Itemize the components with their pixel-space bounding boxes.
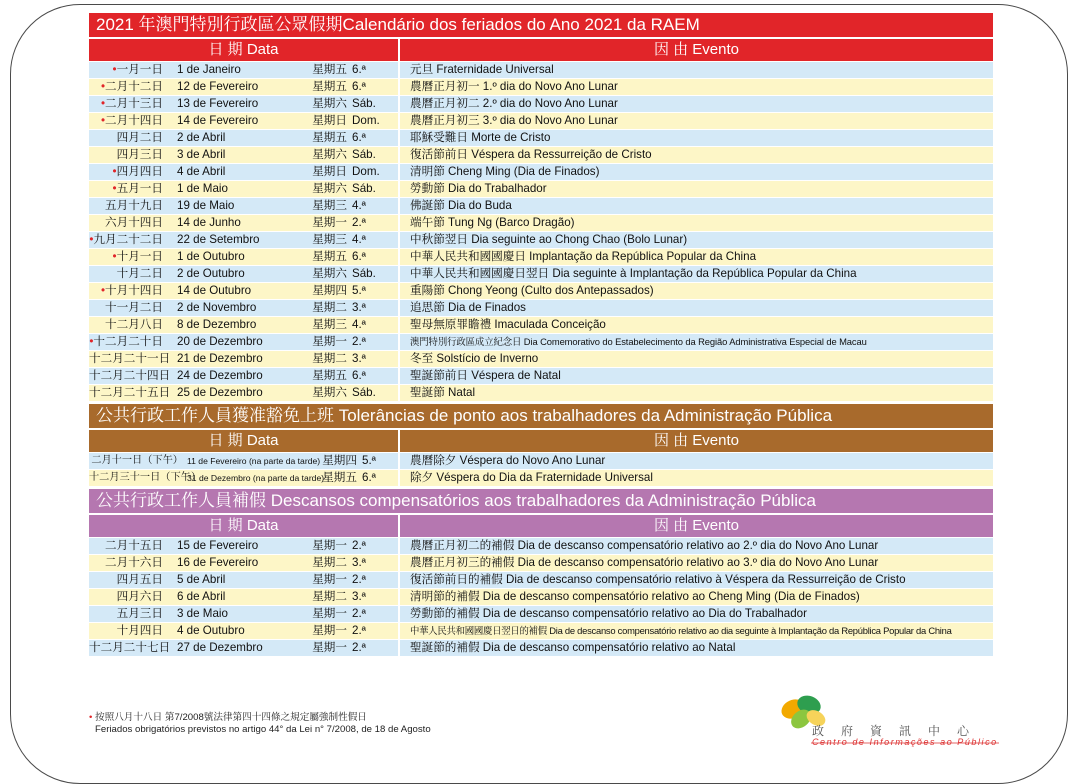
date-zh [89,640,177,656]
weekday-pt: 5.ª [352,284,366,297]
date-pt: 14 de Junho [177,216,241,229]
date-zh [89,181,177,197]
event-cell: 復活節前日的補假 Dia de descanso compensatório relativo à Véspera da Ressurreição de Cristo [398,572,993,588]
weekday [307,62,398,78]
compensatory-table [89,538,993,656]
table-row [89,181,993,197]
date-zh [89,453,187,469]
footnote-mark: • [89,712,93,723]
table-row [89,606,993,622]
date-pt: 19 de Maio [177,199,235,212]
tolerance-header [89,430,993,452]
date-column-header: 日 期 Data [208,41,279,58]
date-zh [89,96,177,112]
weekday-zh: 星期六 [312,182,347,195]
weekday-pt: 6.ª [352,250,366,263]
date-zh-text: 十二月二十七日 [89,641,171,654]
weekday [307,368,398,384]
weekday-zh: 星期五 [312,250,347,263]
table-row [89,147,993,163]
weekday-pt: 3.ª [352,556,366,569]
date-zh [89,351,177,367]
date-pt: 16 de Fevereiro [177,556,259,569]
tolerance-title: 公共行政工作人員獲准豁免上班 Tolerâncias de ponto aos trabalhadores da Administração Pública [89,404,993,428]
date-zh-text: 五月三日 [116,607,163,620]
event-cell: 聖誕節 Natal [398,385,993,401]
table-row [89,555,993,571]
weekday-pt: 6.ª [352,131,366,144]
weekday-zh: 星期二 [312,352,347,365]
date-zh [89,232,177,248]
date-zh [89,62,177,78]
table-row [89,538,993,554]
weekday-pt: 4.ª [352,233,366,246]
weekday-zh: 星期日 [312,165,347,178]
date-pt: 3 de Abril [177,148,226,161]
event-cell: 聖母無原罪瞻禮 Imaculada Conceição [398,317,993,333]
date-zh [89,317,177,333]
table-row [89,470,993,486]
date-zh-text: 二月十六日 [105,556,163,569]
event-column-header: 因 由 Evento [398,515,993,537]
weekday-pt: 4.ª [352,318,366,331]
weekday-pt: 6.ª [352,80,366,93]
weekday-zh: 星期二 [312,301,347,314]
event-cell: 復活節前日 Véspera da Ressurreição de Cristo [398,147,993,163]
table-row [89,334,993,350]
date-zh-text: 五月一日 [116,182,163,195]
weekday [307,147,398,163]
mandatory-mark: • [112,63,117,76]
weekday [307,96,398,112]
event-cell: 聖誕節的補假 Dia de descanso compensatório relativo ao Natal [398,640,993,656]
logo-text-pt: Centro de Informações ao Público [812,737,998,747]
table-row [89,113,993,129]
table-row [89,283,993,299]
date-pt: 20 de Dezembro [177,335,263,348]
weekday-zh: 星期一 [312,573,347,586]
weekday [307,215,398,231]
weekday-zh: 星期一 [312,624,347,637]
date-zh [89,113,177,129]
weekday-pt: Dom. [352,165,380,178]
event-cell: 清明節的補假 Dia de descanso compensatório relativo ao Cheng Ming (Dia de Finados) [398,589,993,605]
date-pt: 8 de Dezembro [177,318,257,331]
date-pt: 14 de Fevereiro [177,114,259,127]
event-cell: 除夕 Véspera do Dia da Fraternidade Universal [398,470,993,486]
date-zh [89,470,202,486]
tolerance-table [89,453,993,486]
compensatory-title: 公共行政工作人員補假 Descansos compensatórios aos trabalhadores da Administração Pública [89,489,993,513]
table-row [89,266,993,282]
date-zh [89,300,177,316]
weekday-pt: 3.ª [352,301,366,314]
event-column-header: 因 由 Evento [398,430,993,452]
weekday [307,351,398,367]
table-row [89,640,993,656]
weekday-zh: 星期一 [312,335,347,348]
date-pt: 1 de Maio [177,182,228,195]
date-pt: 2 de Novembro [177,301,257,314]
weekday-pt: 2.ª [352,573,366,586]
weekday-zh: 星期四 [322,454,357,467]
weekday [307,198,398,214]
table-row [89,368,993,384]
date-pt: 4 de Outubro [177,624,245,637]
date-column-header: 日 期 Data [208,517,279,534]
date-pt: 31 de Dezembro (na parte da tarde) [187,473,325,483]
date-zh [89,385,177,401]
table-row [89,130,993,146]
weekday-pt: Dom. [352,114,380,127]
weekday-zh: 星期三 [312,233,347,246]
table-row [89,623,993,639]
footnote [89,712,431,736]
weekday-zh: 星期五 [322,471,357,484]
weekday-zh: 星期六 [312,97,347,110]
weekday-zh: 星期五 [312,63,347,76]
weekday [307,130,398,146]
date-zh-text: 十二月二十五日 [89,386,171,399]
mandatory-mark: • [100,114,106,127]
date-pt: 22 de Setembro [177,233,260,246]
table-row [89,589,993,605]
holidays-header [89,39,993,61]
event-cell: 追思節 Dia de Finados [398,300,993,316]
date-pt: 6 de Abril [177,590,226,603]
table-row [89,62,993,78]
weekday [307,181,398,197]
weekday-zh: 星期五 [312,80,347,93]
weekday-pt: 6.ª [352,369,366,382]
date-zh [89,79,177,95]
weekday-zh: 星期一 [312,641,347,654]
weekday [307,385,398,401]
table-row [89,317,993,333]
date-pt: 14 de Outubro [177,284,252,297]
event-cell: 農曆正月初二 2.º dia do Novo Ano Lunar [398,96,993,112]
date-zh [89,283,177,299]
date-zh [89,572,177,588]
table-row [89,164,993,180]
date-zh [89,249,177,265]
date-pt: 15 de Fevereiro [177,539,259,552]
date-zh-text: 九月二十二日 [93,233,163,246]
weekday-zh: 星期一 [312,607,347,620]
date-pt: 24 de Dezembro [177,369,263,382]
date-column-header: 日 期 Data [208,432,279,449]
table-row [89,232,993,248]
date-pt: 11 de Fevereiro (na parte da tarde) [187,456,321,466]
event-cell: 端午節 Tung Ng (Barco Dragão) [398,215,993,231]
weekday [307,266,398,282]
weekday [307,300,398,316]
holidays-title: 2021 年澳門特別行政區公眾假期Calendário dos feriados do Ano 2021 da RAEM [89,13,993,37]
event-cell: 中華人民共和國國慶日 Implantação da República Popular da China [398,249,993,265]
event-cell: 冬至 Solstício de Inverno [398,351,993,367]
event-cell: 重陽節 Chong Yeong (Culto dos Antepassados) [398,283,993,299]
date-zh-text: 二月十三日 [105,97,163,110]
date-zh [89,538,177,554]
date-pt: 2 de Abril [177,131,226,144]
logo-text-zh: 政府資訊中心 [812,724,987,738]
weekday-pt: 5.ª [362,454,376,467]
date-zh-text: 十二月八日 [105,318,163,331]
weekday [307,589,398,605]
weekday [307,606,398,622]
weekday-zh: 星期三 [312,318,347,331]
event-cell: 中華人民共和國國慶日翌日 Dia seguinte à Implantação da República Popular da China [398,266,993,282]
date-pt: 27 de Dezembro [177,641,263,654]
date-zh [89,555,177,571]
date-zh-text: 四月六日 [116,590,163,603]
date-pt: 5 de Abril [177,573,226,586]
date-zh [89,130,177,146]
mandatory-mark: • [112,165,117,178]
event-cell: 中華人民共和國國慶日翌日的補假 Dia de descanso compensatório relativo ao dia seguinte à Implantação da República Popular da China [398,623,993,639]
weekday [307,623,398,639]
date-zh-text: 五月十九日 [105,199,163,212]
weekday-zh: 星期五 [312,131,347,144]
weekday-zh: 星期二 [312,590,347,603]
mandatory-mark: • [100,97,106,110]
date-zh-text: 十月十四日 [105,284,163,297]
compensatory-header [89,515,993,537]
weekday-zh: 星期六 [312,148,347,161]
date-zh-text: 十二月二十四日 [89,369,171,382]
holidays-table [89,62,993,401]
weekday-zh: 星期三 [312,199,347,212]
weekday-zh: 星期二 [312,556,347,569]
table-row [89,249,993,265]
weekday-pt: 2.ª [352,539,366,552]
weekday [317,453,398,469]
event-cell: 清明節 Cheng Ming (Dia de Finados) [398,164,993,180]
date-zh-text: 十二月三十一日（下午） [89,472,202,483]
date-zh [89,334,177,350]
weekday [307,317,398,333]
weekday-pt: 2.ª [352,641,366,654]
weekday-zh: 星期四 [312,284,347,297]
date-zh-text: 二月十二日 [105,80,163,93]
date-zh [89,266,177,282]
table-row [89,453,993,469]
date-pt: 21 de Dezembro [177,352,263,365]
date-zh-text: 四月五日 [116,573,163,586]
table-row [89,385,993,401]
mandatory-mark: • [112,250,117,263]
date-zh-text: 十一月二日 [105,301,163,314]
date-zh-text: 十月二日 [116,267,163,280]
weekday [307,113,398,129]
weekday-pt: 4.ª [352,199,366,212]
weekday-pt: Sáb. [352,97,376,110]
date-zh [89,623,177,639]
weekday-zh: 星期日 [312,114,347,127]
weekday-zh: 星期六 [312,386,347,399]
weekday-pt: 6.ª [362,471,376,484]
date-zh [89,147,177,163]
event-column-header: 因 由 Evento [398,39,993,61]
event-cell: 中秋節翌日 Dia seguinte ao Chong Chao (Bolo Lunar) [398,232,993,248]
date-zh-text: 四月三日 [116,148,163,161]
event-cell: 農曆正月初三的補假 Dia de descanso compensatório relativo ao 3.º dia do Novo Ano Lunar [398,555,993,571]
weekday [307,572,398,588]
mandatory-mark: • [112,182,117,195]
weekday-pt: Sáb. [352,267,376,280]
weekday-pt: 3.ª [352,590,366,603]
event-cell: 耶穌受難日 Morte de Cristo [398,130,993,146]
table-row [89,79,993,95]
table-row [89,96,993,112]
date-pt: 25 de Dezembro [177,386,263,399]
event-cell: 農曆正月初三 3.º dia do Novo Ano Lunar [398,113,993,129]
weekday-pt: 2.ª [352,624,366,637]
weekday-zh: 星期五 [312,369,347,382]
event-cell: 勞動節 Dia do Trabalhador [398,181,993,197]
table-row [89,198,993,214]
date-pt: 4 de Abril [177,165,226,178]
weekday-pt: 2.ª [352,335,366,348]
event-cell: 農曆正月初一 1.º dia do Novo Ano Lunar [398,79,993,95]
weekday [307,538,398,554]
footnote-line-pt: Feriados obrigatórios previstos no artigo 44° da Lei n° 7/2008, de 18 de Agosto [95,724,431,735]
weekday-pt: Sáb. [352,148,376,161]
date-zh-text: 十月一日 [116,250,163,263]
date-pt: 3 de Maio [177,607,228,620]
mandatory-mark: • [89,335,94,348]
weekday-pt: 2.ª [352,216,366,229]
event-cell: 農曆正月初二的補假 Dia de descanso compensatório relativo ao 2.º dia do Novo Ano Lunar [398,538,993,554]
table-row [89,351,993,367]
date-zh-text: 十二月二十日 [93,335,163,348]
date-zh-text: 四月二日 [116,131,163,144]
date-pt: 12 de Fevereiro [177,80,259,93]
date-pt: 13 de Fevereiro [177,97,259,110]
event-cell: 勞動節的補假 Dia de descanso compensatório relativo ao Dia do Trabalhador [398,606,993,622]
date-zh [89,368,177,384]
mandatory-mark: • [100,80,106,93]
date-zh-text: 二月十五日 [105,539,163,552]
footnote-line-zh: 按照八月十八日 第7/2008號法律第四十四條之規定屬強制性假日 [95,712,367,723]
event-cell: 元旦 Fraternidade Universal [398,62,993,78]
table-row [89,572,993,588]
event-cell: 農曆除夕 Véspera do Novo Ano Lunar [398,453,993,469]
event-cell: 佛誕節 Dia do Buda [398,198,993,214]
date-zh-text: 二月十四日 [105,114,163,127]
weekday-pt: 3.ª [352,352,366,365]
weekday-pt: 2.ª [352,607,366,620]
date-pt: 1 de Janeiro [177,63,241,76]
event-cell: 澳門特別行政區成立紀念日 Dia Comemorativo do Estabelecimento da Região Administrativa Especial de Macau [398,334,993,350]
date-zh-text: 二月十一日（下午） [91,455,183,466]
date-zh [89,589,177,605]
weekday [307,555,398,571]
calendar-sheet [89,13,993,656]
mandatory-mark: • [100,284,106,297]
date-zh [89,198,177,214]
date-zh-text: 六月十四日 [105,216,163,229]
date-zh-text: 十二月二十一日 [89,352,171,365]
weekday [307,79,398,95]
weekday [307,640,398,656]
weekday [307,249,398,265]
date-zh [89,215,177,231]
table-row [89,300,993,316]
weekday-pt: 6.ª [352,63,366,76]
weekday-zh: 星期一 [312,216,347,229]
date-pt: 2 de Outubro [177,267,245,280]
weekday-pt: Sáb. [352,182,376,195]
weekday [307,283,398,299]
event-cell: 聖誕節前日 Véspera de Natal [398,368,993,384]
weekday [307,334,398,350]
weekday-pt: Sáb. [352,386,376,399]
weekday-zh: 星期一 [312,539,347,552]
weekday [307,232,398,248]
date-zh [89,164,177,180]
mandatory-mark: • [89,233,94,246]
date-zh-text: 一月一日 [116,63,163,76]
weekday [317,470,398,486]
weekday [307,164,398,180]
date-zh-text: 四月四日 [116,165,163,178]
date-zh-text: 十月四日 [116,624,163,637]
date-pt: 1 de Outubro [177,250,245,263]
table-row [89,215,993,231]
date-zh [89,606,177,622]
weekday-zh: 星期六 [312,267,347,280]
